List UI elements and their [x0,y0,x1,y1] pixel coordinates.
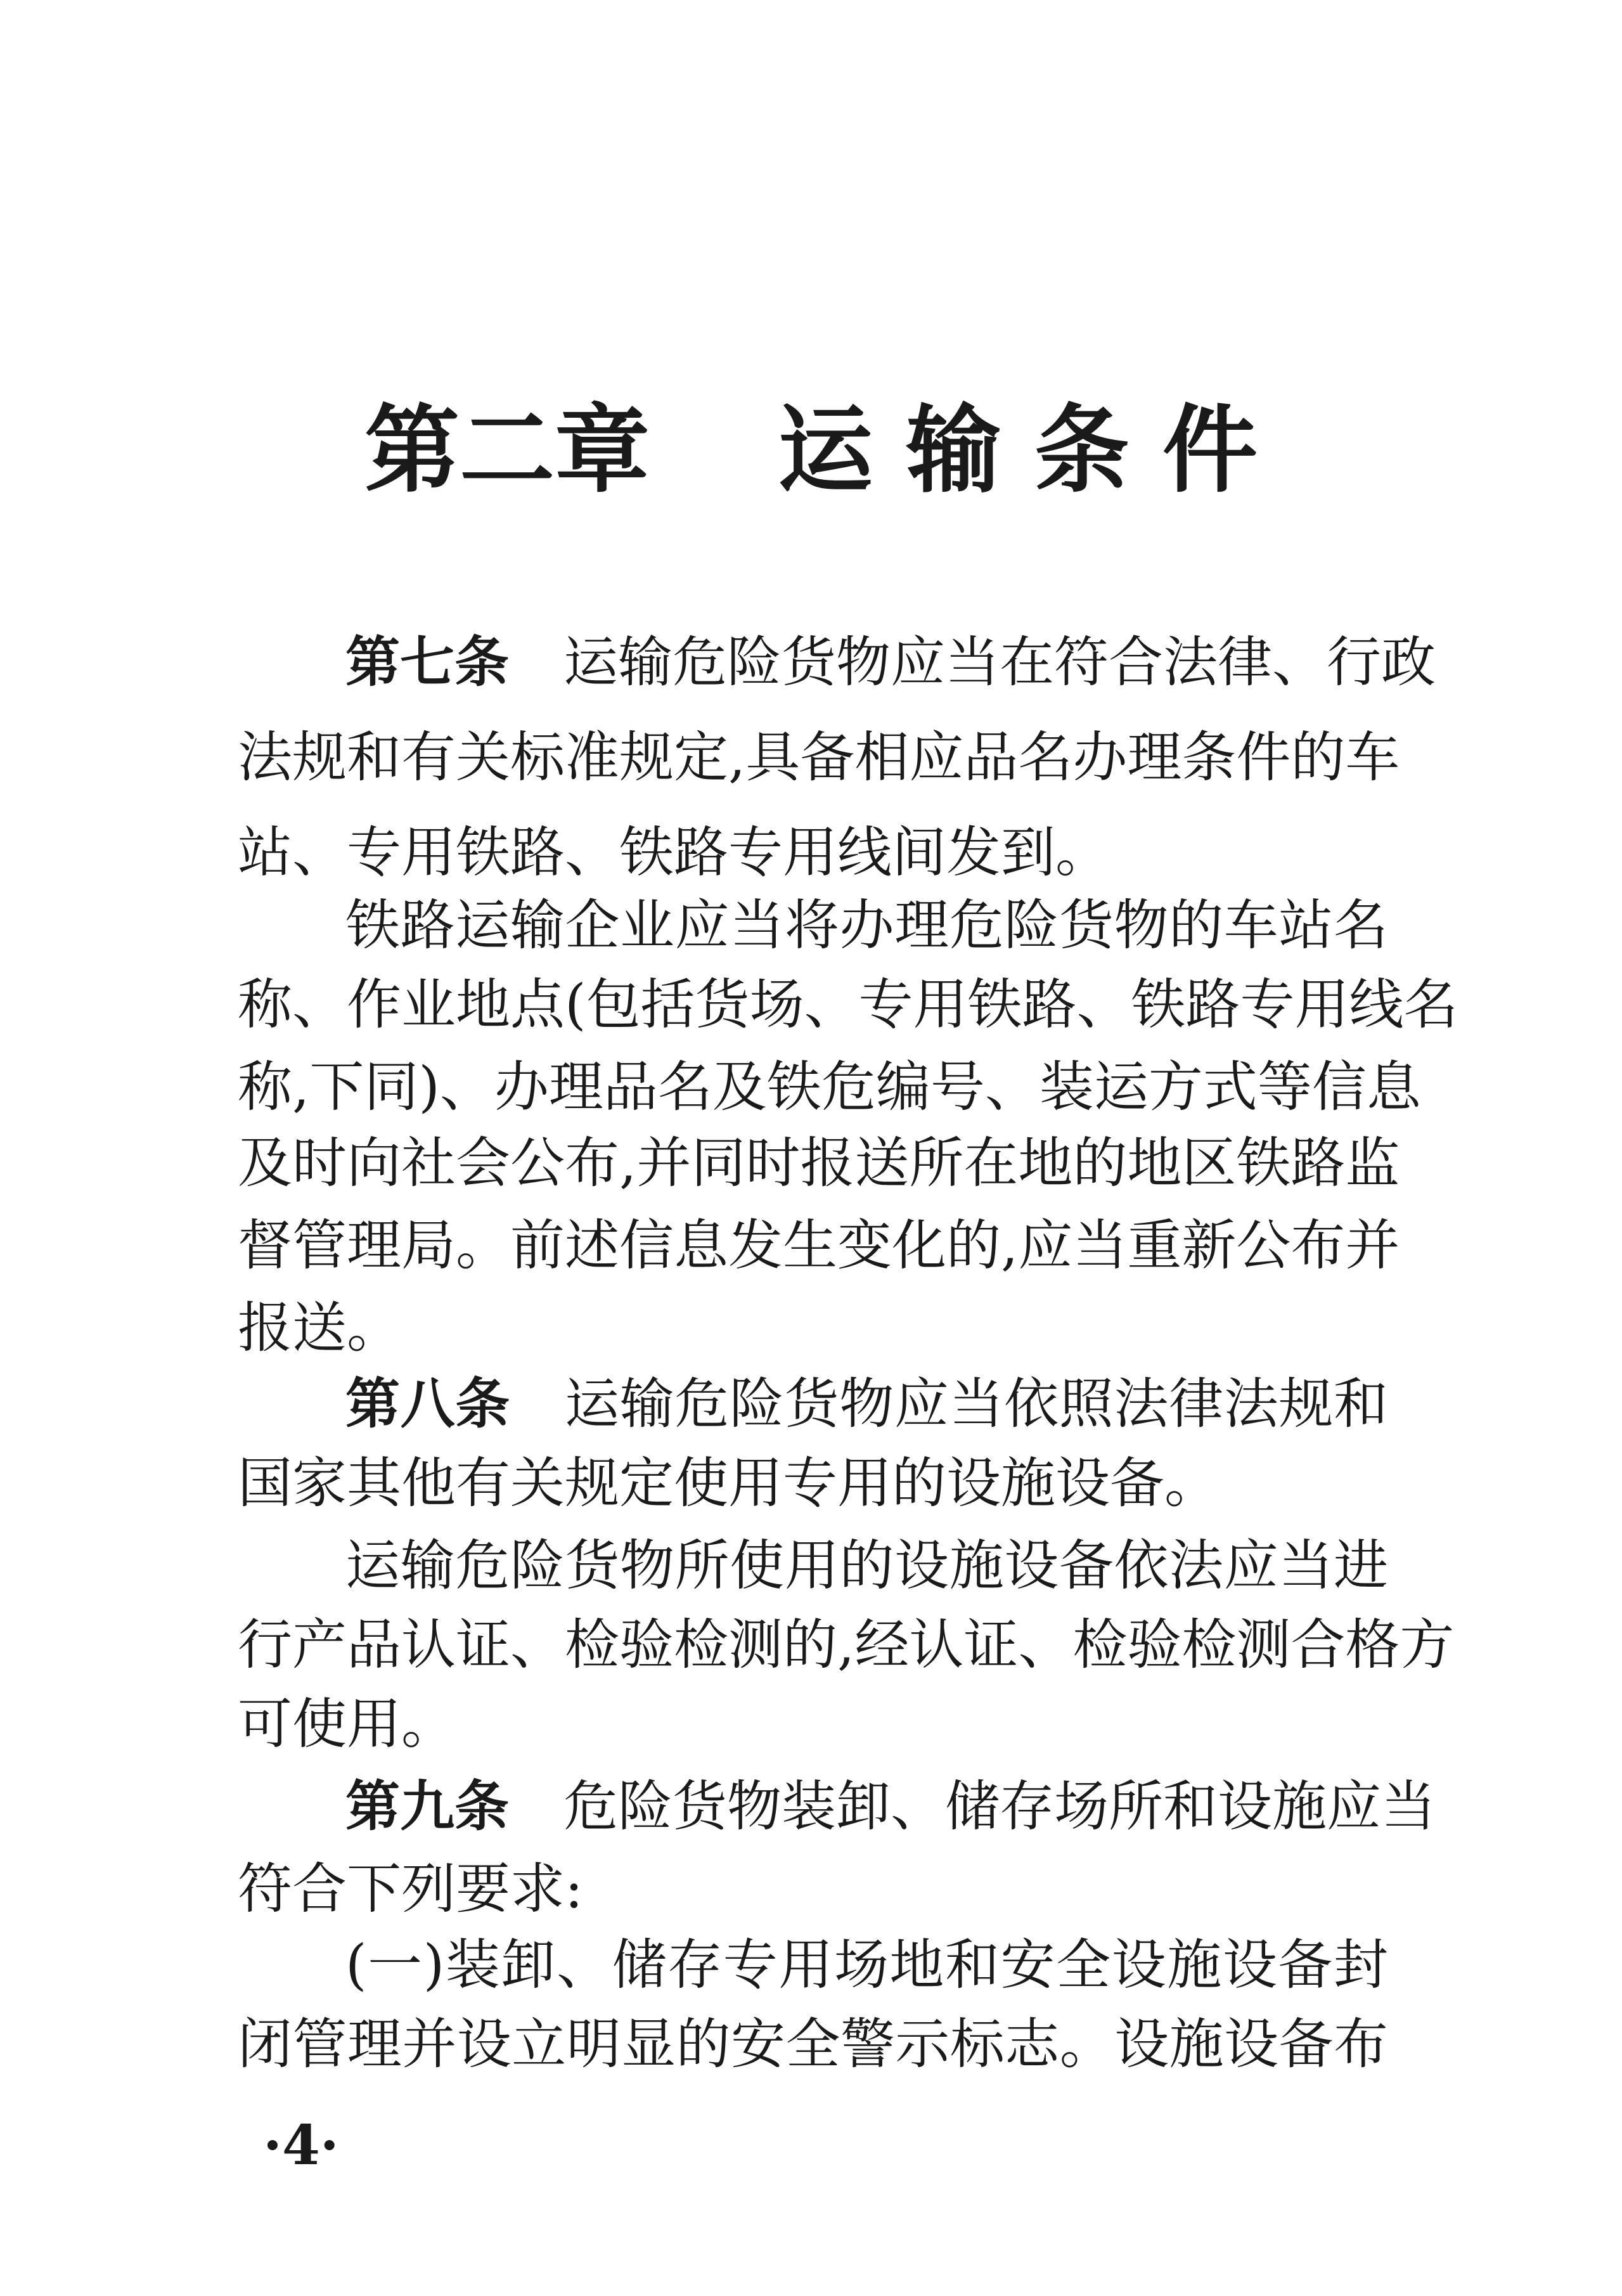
article-8-label: 第八条 [345,1372,510,1436]
paragraph-8b-line-3: 可使用。 [238,1693,456,1756]
paragraph-7b-line-4: 及时向社会公布,并同时报送所在地的地区铁路监 [238,1132,1400,1195]
article-7-line-1 [345,615,1436,710]
article-9-text-1: 危险货物装卸、储存场所和设施应当 [563,1775,1436,1838]
paragraph-7b-line-5: 督管理局。前述信息发生变化的,应当重新公布并 [238,1214,1400,1277]
article-8-line-2: 国家其他有关规定使用专用的设施设备。 [238,1452,1219,1515]
paragraph-8b-line-1: 运输危险货物所使用的设施设备依法应当进 [345,1534,1388,1597]
article-8-text-1: 运输危险货物应当依照法律法规和 [564,1372,1389,1436]
article-9-line-1 [345,1759,1436,1854]
page-number-text: ·4· [263,2113,339,2177]
article-7-line-2: 法规和有关标准规定,具备相应品名办理条件的车 [238,726,1400,789]
paragraph-9b-line-1: (一)装卸、储存专用场地和安全设施设备封 [345,1933,1388,1997]
paragraph-7b-line-1: 铁路运输企业应当将办理危险货物的车站名 [345,894,1388,957]
article-7-line-3: 站、专用铁路、铁路专用线间发到。 [238,821,1110,884]
paragraph-7b-line-2: 称、作业地点(包括货场、专用铁路、铁路专用线名 [238,973,1458,1036]
article-9-label: 第九条 [345,1775,509,1838]
article-9-line-2: 符合下列要求: [238,1857,583,1921]
paragraph-9b-line-2: 闭管理并设立明显的安全警示标志。设施设备布 [238,2013,1388,2076]
paragraph-7b-line-3: 称,下同)、办理品名及铁危编号、装运方式等信息 [238,1055,1421,1119]
chapter-title: 第二章 运 输 条 件 [364,394,1258,506]
article-7-text-1: 运输危险货物应当在符合法律、行政 [563,631,1436,694]
paragraph-7b-line-6: 报送。 [238,1296,401,1360]
paragraph-8b-line-2: 行产品认证、检验检测的,经认证、检验检测合格方 [238,1613,1455,1677]
article-7-label: 第七条 [345,631,509,694]
